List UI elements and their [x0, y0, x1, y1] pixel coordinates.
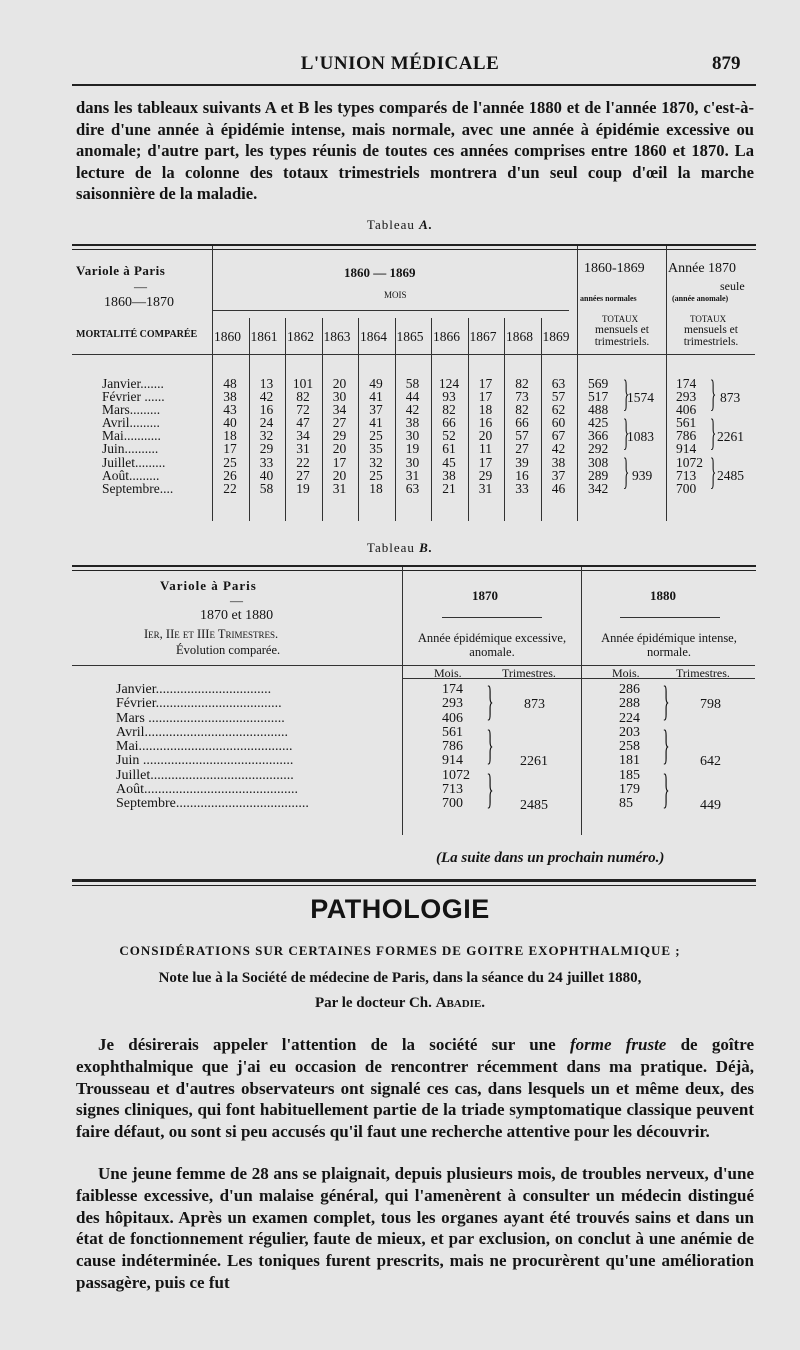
table-a-cell: 42	[551, 441, 566, 457]
table-b-1870-quarter: 2485	[520, 798, 548, 813]
table-a-cell: 13	[259, 376, 274, 391]
page-number: 879	[712, 53, 741, 74]
table-b-1880-month-value: 286	[619, 682, 640, 697]
table-a-month: Septembre....	[102, 480, 174, 496]
table-a-cell: 26	[223, 467, 237, 483]
table-a-brace: }	[622, 412, 630, 454]
table-a-year-header: 1861	[250, 329, 278, 344]
table-b-1870-month-value: 293	[442, 696, 463, 712]
table-a-year-column	[432, 377, 466, 495]
table-a-year-column	[505, 377, 539, 495]
table-a-year-header: 1860	[214, 329, 241, 344]
table-a-cell: 61	[442, 441, 456, 457]
table-b-1870-month-value: 406	[442, 710, 463, 726]
table-b-1880-month-value: 203	[619, 724, 640, 740]
table-a-cell: 25	[223, 454, 237, 470]
table-a-cell: 37	[369, 402, 383, 418]
table-a-monthly-total: 517	[588, 389, 609, 405]
table-a-month: Février ......	[102, 389, 165, 405]
table-a-cell: 101	[292, 376, 314, 391]
table-a-group-title: 1860 — 1869	[344, 265, 416, 280]
table-a-month: Juillet.........	[102, 454, 166, 470]
table-a-head-mortality: MORTALITÉ COMPARÉE	[76, 329, 198, 340]
table-b-1870-desc: Année épidémique excessive, anomale.	[417, 631, 567, 659]
table-a-cell: 32	[259, 428, 274, 444]
author-name: Abadie.	[435, 995, 486, 1011]
article-title: CONSIDÉRATIONS SUR CERTAINES FORMES DE GOITRE EXOPHTHALMIQUE ;	[119, 943, 681, 958]
table-b-brace	[442, 617, 542, 618]
table-a-cell: 29	[332, 428, 347, 444]
table-a-total-head: TOTAUX	[602, 314, 639, 324]
table-a-cell: 42	[405, 402, 420, 418]
table-b-sub-trimestres: Trimestres.	[502, 666, 556, 680]
table-b-brace: }	[486, 723, 494, 769]
table-a-vline	[666, 246, 667, 521]
table-a-cell: 17	[478, 376, 493, 391]
table-a-year-header: 1864	[360, 329, 387, 344]
table-b-caption	[0, 540, 800, 556]
table-b-head-dash: —	[230, 593, 243, 608]
table-a-monthly-totals	[588, 377, 618, 495]
table-b-brace: }	[662, 723, 670, 769]
table-a-cell: 58	[259, 480, 274, 496]
table-a-total-head2: mensuels et trimestriels.	[594, 324, 650, 348]
table-a-monthly-total: 569	[588, 376, 609, 391]
table-a-monthly-total: 289	[588, 467, 609, 483]
table-a-cell: 18	[223, 428, 237, 444]
table-a-year-header: 1867	[469, 329, 497, 344]
table-a-quarter-total: 939	[632, 468, 653, 483]
table-a-1870-head2: mensuels et trimestriels.	[683, 324, 739, 348]
suite-note: (La suite dans un prochain numéro.)	[436, 850, 665, 866]
table-a-cell: 27	[332, 415, 347, 431]
table-b-1880-month-value: 85	[619, 796, 633, 812]
table-a-1870-seule: seule	[720, 279, 745, 293]
table-b-1880-month-value: 258	[619, 739, 640, 755]
table-a-year-column	[469, 377, 503, 495]
table-a-cell: 38	[551, 454, 566, 470]
table-a-cell: 29	[259, 441, 274, 457]
table-a-cell: 17	[223, 441, 237, 457]
table-a-year-column	[286, 377, 320, 495]
table-a-cell: 25	[369, 467, 383, 483]
table-a-cell: 46	[551, 480, 566, 496]
table-b-1870-months	[442, 683, 470, 812]
table-a-cell: 42	[259, 389, 274, 405]
table-b-caption-label: Tableau	[366, 540, 415, 555]
table-a-cell: 82	[296, 389, 310, 405]
table-a-cell: 19	[296, 480, 310, 496]
table-a-1870-totals	[676, 377, 708, 495]
table-b-1870-month-value: 786	[442, 739, 463, 755]
para1-text-b: de goître exophthalmique que j'ai eu occasion de rencontrer récemment dans ma pratique. Déjà, Trousseau et d'autres observateurs ont signalé ces cas, dans lesquels un et même deux, des signes cliniques, qui font habituellement partie de la triade symptomatique classique peuvent faire défaut, ou sont si peu accusés qu'il faut une recherche attentive pour les découvrir.	[76, 1035, 754, 1142]
table-b-brace: }	[486, 767, 494, 813]
table-a-year-header: 1866	[433, 329, 460, 344]
table-a-1870-title: Année 1870	[668, 261, 737, 276]
table-a-cell: 60	[551, 415, 566, 431]
table-a-cell: 27	[515, 441, 529, 457]
table-a-cell: 124	[438, 376, 460, 391]
table-a-cell: 47	[296, 415, 310, 431]
table-a-cell: 39	[515, 454, 529, 470]
table-a-cell: 31	[332, 480, 347, 496]
table-a-cell: 66	[442, 415, 456, 431]
table-a-month: Janvier.......	[102, 376, 164, 391]
table-a-year-column	[250, 377, 284, 495]
table-a-cell: 20	[332, 467, 347, 483]
table-a-cell: 58	[405, 376, 420, 391]
table-a-cell: 30	[332, 389, 347, 405]
table-a-cell: 31	[478, 480, 493, 496]
table-b-sub-mois: Mois.	[612, 666, 640, 680]
table-a-monthly-total: 308	[588, 454, 609, 470]
table-b-vline	[581, 567, 582, 835]
table-a-year-header: 1869	[542, 329, 570, 344]
table-b-1870-month-value: 713	[442, 782, 463, 798]
table-b-1880-title: 1880	[650, 588, 676, 603]
article-paragraph-2: Une jeune femme de 28 ans se plaignait, depuis plusieurs mois, de troubles nerveux, d'une faiblesse excessive, d'un malaise général, qui l'amenèrent à consulter un médecin distingué des hôpitaux. Après un examen complet, tous les organes ayant été trouvés sains et dans un état de fonctionnement régulier, faute de mieux, et par exclusion, on conclut à une anémie de cause indéterminée. Les toniques furent prescrits, mais ne procurèrent qu'une amélioration passagère, puis ce fut	[76, 1164, 754, 1292]
table-b-month: Septembre......................................	[116, 796, 309, 812]
table-a-cell: 38	[223, 389, 237, 405]
table-b-1870-month-value: 1072	[442, 767, 470, 783]
table-a-year-column	[323, 377, 357, 495]
table-a-cell: 38	[442, 467, 456, 483]
table-a-cell: 40	[259, 467, 274, 483]
table-a-group-brace	[212, 310, 569, 311]
table-a-caption-label: Tableau	[366, 217, 415, 232]
table-a-cell: 93	[442, 389, 456, 405]
table-b-brace: }	[486, 679, 494, 725]
table-a-year-column	[396, 377, 430, 495]
table-a-cell: 18	[478, 402, 493, 418]
table-a-cell: 16	[478, 415, 493, 431]
table-a-month: Mai...........	[102, 428, 161, 444]
table-b-1880-quarter: 642	[700, 754, 721, 769]
article-note: Note lue à la Société de médecine de Paris, dans la séance du 24 juillet 1880,	[158, 970, 642, 986]
table-a-cell: 38	[405, 415, 420, 431]
table-a-cell: 72	[296, 402, 310, 418]
table-a-cell: 82	[515, 376, 529, 391]
table-a-cell: 82	[442, 402, 456, 418]
table-b-brace: }	[662, 679, 670, 725]
para1-text-a: Je désirerais appeler l'attention de la société sur une	[98, 1035, 570, 1054]
table-a-monthly-total: 342	[588, 480, 609, 496]
table-b-head-trimesters: Ier, IIe et IIIe Trimestres.	[144, 627, 279, 641]
table-a-brace: }	[622, 451, 630, 493]
table-b-top-rule-2	[72, 570, 756, 571]
table-a-1870-total: 914	[676, 441, 697, 457]
table-b-head-evolution: Évolution comparée.	[176, 643, 281, 657]
table-a-cell: 19	[405, 441, 420, 457]
table-b-1880-quarter: 798	[700, 697, 721, 712]
table-b-month: Mars .......................................	[116, 710, 285, 726]
table-a-cell: 21	[442, 480, 456, 496]
table-a-cell: 44	[405, 389, 420, 405]
table-b-month: Janvier.................................	[116, 682, 272, 697]
table-a-cell: 20	[332, 376, 347, 391]
table-b-head-years: 1870 et 1880	[200, 608, 274, 623]
table-a-cell: 52	[442, 428, 456, 444]
table-a-cell: 24	[259, 415, 274, 431]
table-a-quarter-total: 1083	[627, 429, 654, 444]
header-rule	[72, 84, 756, 86]
table-b-1880-month-value: 224	[619, 710, 640, 726]
table-a-year-header: 1863	[323, 329, 351, 344]
table-b-sub-mois: Mois.	[434, 666, 462, 680]
table-a-cell: 27	[296, 467, 310, 483]
table-b-1870-month-value: 700	[442, 796, 463, 812]
table-a-group-sub: MOIS	[384, 290, 407, 300]
table-a-year-column	[213, 377, 247, 495]
page-header-title: L'UNION MÉDICALE	[300, 53, 500, 74]
table-a-head-title: Variole à Paris	[76, 263, 166, 278]
table-b-1880-desc: Année épidémique intense, normale.	[601, 631, 737, 659]
table-a-cell: 20	[478, 428, 493, 444]
table-a-cell: 57	[551, 389, 566, 405]
table-a-month: Mars.........	[102, 402, 161, 418]
table-a-cell: 22	[296, 454, 310, 470]
table-a-cell: 30	[405, 454, 420, 470]
table-a-year-column	[542, 377, 576, 495]
table-a-1870-total: 293	[676, 389, 697, 405]
table-a-cell: 41	[369, 389, 383, 405]
table-b-1880-month-value: 185	[619, 767, 640, 783]
table-a-1870-total: 700	[676, 480, 697, 496]
table-a-cell: 82	[515, 402, 529, 418]
table-a-1870-total: 1072	[676, 454, 703, 470]
table-a-month: Avril.........	[102, 415, 160, 431]
table-a-vline	[577, 246, 578, 521]
table-b-vline	[402, 567, 403, 835]
table-b-month: Août............................................	[116, 782, 298, 798]
table-a-cell: 22	[223, 480, 237, 496]
table-a-year-header: 1862	[287, 329, 314, 344]
table-a-caption	[0, 217, 800, 233]
para1-emphasis: forme fruste	[569, 1035, 667, 1054]
article-paragraph-1	[76, 1034, 754, 1143]
table-b-1880-month-value: 179	[619, 782, 640, 798]
table-a-cell: 17	[478, 454, 493, 470]
table-a-brace: }	[709, 373, 717, 415]
table-a-monthly-total: 488	[588, 402, 609, 418]
table-a-total-sub: années normales	[580, 294, 637, 303]
table-a-year-column	[359, 377, 393, 495]
table-b-month: Mai............................................	[116, 739, 293, 755]
table-a-cell: 33	[259, 454, 274, 470]
table-a-cell: 48	[223, 376, 237, 391]
table-a-brace: }	[709, 451, 717, 493]
table-a-cell: 17	[478, 389, 493, 405]
table-a-cell: 49	[369, 376, 383, 391]
table-a-cell: 31	[296, 441, 310, 457]
table-a-caption-letter: A.	[419, 217, 434, 232]
table-b-top-rule	[72, 565, 756, 567]
table-a-cell: 41	[369, 415, 383, 431]
table-a-1870-total: 713	[676, 467, 697, 483]
table-a-1870-total: 786	[676, 428, 697, 444]
table-a-cell: 57	[515, 428, 529, 444]
table-a-1870-total: 174	[676, 376, 697, 391]
table-a-cell: 62	[551, 402, 566, 418]
table-a-cell: 17	[332, 454, 347, 470]
table-a-cell: 16	[515, 467, 529, 483]
table-b-month-column	[116, 683, 309, 812]
table-a-year-header: 1865	[396, 329, 424, 344]
table-b-brace	[620, 617, 720, 618]
table-b-month: Février....................................	[116, 696, 282, 712]
table-b-1870-quarter: 2261	[520, 754, 548, 769]
table-a-cell: 31	[405, 467, 420, 483]
table-a-cell: 11	[479, 441, 492, 457]
table-a-monthly-total: 366	[588, 428, 609, 444]
table-b-month: Avril.........................................	[116, 724, 289, 740]
table-b-1870-month-value: 561	[442, 724, 463, 740]
table-a-1870-total: 406	[676, 402, 697, 418]
table-a-cell: 35	[369, 441, 383, 457]
table-a-cell: 18	[369, 480, 383, 496]
table-a-head-dash: —	[134, 279, 147, 294]
table-b-head-rule	[72, 665, 755, 666]
table-a-monthly-total: 292	[588, 441, 609, 457]
table-a-month: Juin..........	[102, 441, 159, 457]
table-a-cell: 67	[551, 428, 566, 444]
table-a-brace: }	[709, 412, 717, 454]
table-a-cell: 63	[405, 480, 420, 496]
table-b-1870-month-value: 174	[442, 682, 463, 697]
table-a-top-rule-2	[72, 249, 756, 250]
table-a-cell: 43	[223, 402, 237, 418]
article-author	[0, 995, 800, 1012]
table-a-1870-quarter: 2485	[717, 468, 744, 483]
table-a-1870-head: TOTAUX	[690, 314, 727, 324]
table-a-cell: 20	[332, 441, 347, 457]
table-a-cell: 25	[369, 428, 383, 444]
table-a-cell: 40	[223, 415, 237, 431]
table-b-month: Juillet.........................................	[116, 767, 294, 783]
table-a-cell: 34	[332, 402, 347, 418]
table-b-1880-month-value: 181	[619, 753, 640, 769]
table-a-cell: 34	[296, 428, 310, 444]
section-rule-2	[72, 885, 756, 886]
table-b-1870-quarter: 873	[524, 697, 545, 712]
table-a-month: Août.........	[102, 467, 160, 483]
section-rule	[72, 879, 756, 882]
table-a-cell: 73	[515, 389, 529, 405]
table-a-cell: 16	[259, 402, 274, 418]
table-a-cell: 45	[442, 454, 456, 470]
table-a-head-years: 1860—1870	[104, 295, 174, 310]
intro-paragraph: dans les tableaux suivants A et B les types comparés de l'année 1880 et de l'année 1870, c'est-à-dire d'une année à épidémie intense, mais normale, avec une année à épidémie excessive ou anomale; d'autre part, les types réunis de toutes ces années comprises entre 1860 et 1870. La lecture de la colonne des totaux trimestriels montrera d'un seul coup d'œil la marche saisonnière de la maladie.	[76, 98, 754, 204]
table-a-cell: 30	[405, 428, 420, 444]
author-prefix: Par le docteur Ch.	[314, 995, 432, 1011]
table-a-cell: 32	[369, 454, 383, 470]
table-a-top-rule	[72, 244, 756, 246]
table-b-caption-letter: B.	[419, 540, 434, 555]
table-a-total-title: 1860-1869	[584, 261, 645, 276]
table-a-1870-quarter: 2261	[717, 429, 744, 444]
section-title: PATHOLOGIE	[310, 894, 490, 924]
table-a-brace: }	[622, 373, 630, 415]
table-b-brace: }	[662, 767, 670, 813]
table-b-sub-trimestres: Trimestres.	[676, 666, 730, 680]
table-a-1870-sub: (année anomale)	[672, 294, 729, 303]
table-b-1870-month-value: 914	[442, 753, 463, 769]
table-b-1870-title: 1870	[472, 588, 498, 603]
table-b-1880-month-value: 288	[619, 696, 640, 712]
table-a-quarter-total: 1574	[627, 390, 654, 405]
table-a-cell: 29	[478, 467, 493, 483]
table-a-monthly-total: 425	[588, 415, 609, 431]
table-a-cell: 33	[515, 480, 529, 496]
table-a-1870-quarter: 873	[720, 390, 741, 405]
table-a-year-header: 1868	[506, 329, 533, 344]
table-b-month: Juin ...........................................	[116, 753, 294, 769]
table-b-1880-months	[619, 683, 640, 812]
table-b-head-title: Variole à Paris	[160, 578, 257, 593]
table-a-cell: 66	[515, 415, 529, 431]
table-a-cell: 37	[551, 467, 566, 483]
table-a-head-rule	[72, 354, 755, 355]
table-a-month-column	[102, 377, 173, 495]
table-a-cell: 63	[551, 376, 566, 391]
table-b-1880-quarter: 449	[700, 798, 721, 813]
table-a-1870-total: 561	[676, 415, 697, 431]
